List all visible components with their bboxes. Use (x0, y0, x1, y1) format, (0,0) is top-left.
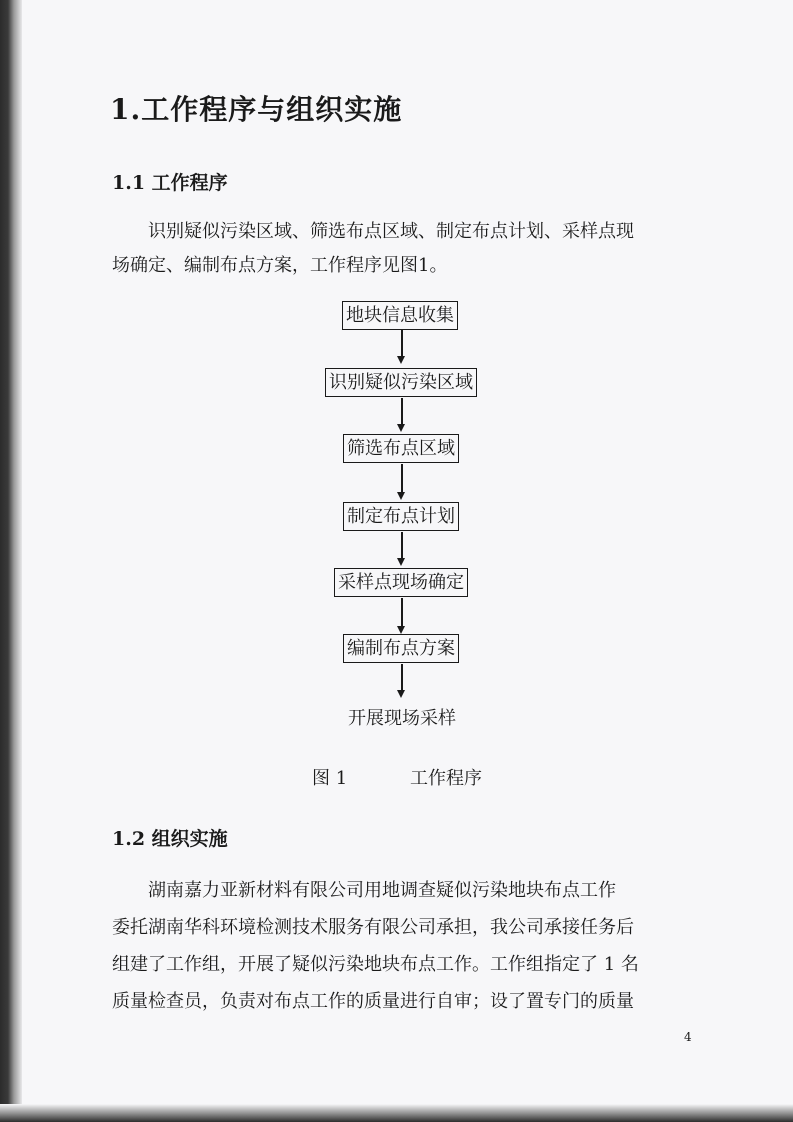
section-1-1-title: 1.1 工作程序 (112, 172, 228, 194)
paragraph-line: 湖南嘉力亚新材料有限公司用地调查疑似污染地块布点工作 (148, 880, 616, 901)
flow-end-step: 开展现场采样 (348, 708, 456, 729)
flow-step-5: 采样点现场确定 (334, 568, 468, 597)
flow-step-3: 筛选布点区域 (343, 434, 459, 463)
scan-shadow-left (0, 0, 22, 1122)
section-1-2-paragraph (112, 872, 712, 1020)
page-number: 4 (684, 1030, 692, 1044)
paragraph-line: 委托湖南华科环境检测技术服务有限公司承担，我公司承接任务后 (112, 917, 634, 938)
paragraph-line: 质量检查员，负责对布点工作的质量进行自审；设了置专门的质量 (112, 991, 634, 1012)
scan-shadow-bottom (0, 1104, 793, 1122)
flow-step-1: 地块信息收集 (342, 301, 458, 330)
paragraph-line: 组建了工作组，开展了疑似污染地块布点工作。工作组指定了 1 名 (112, 954, 639, 975)
flow-step-4: 制定布点计划 (343, 502, 459, 531)
paragraph-line: 场确定、编制布点方案，工作程序见图1。 (112, 255, 448, 276)
figure-number: 图 1 (312, 768, 348, 789)
main-heading: 1.工作程序与组织实施 (110, 93, 403, 126)
section-1-1-paragraph (112, 215, 712, 283)
flow-step-6: 编制布点方案 (343, 634, 459, 663)
flow-step-2: 识别疑似污染区域 (325, 368, 477, 397)
section-1-2-title: 1.2 组织实施 (112, 828, 228, 850)
figure-title: 工作程序 (410, 768, 482, 789)
paragraph-line: 识别疑似污染区域、筛选布点区域、制定布点计划、采样点现 (148, 221, 634, 242)
